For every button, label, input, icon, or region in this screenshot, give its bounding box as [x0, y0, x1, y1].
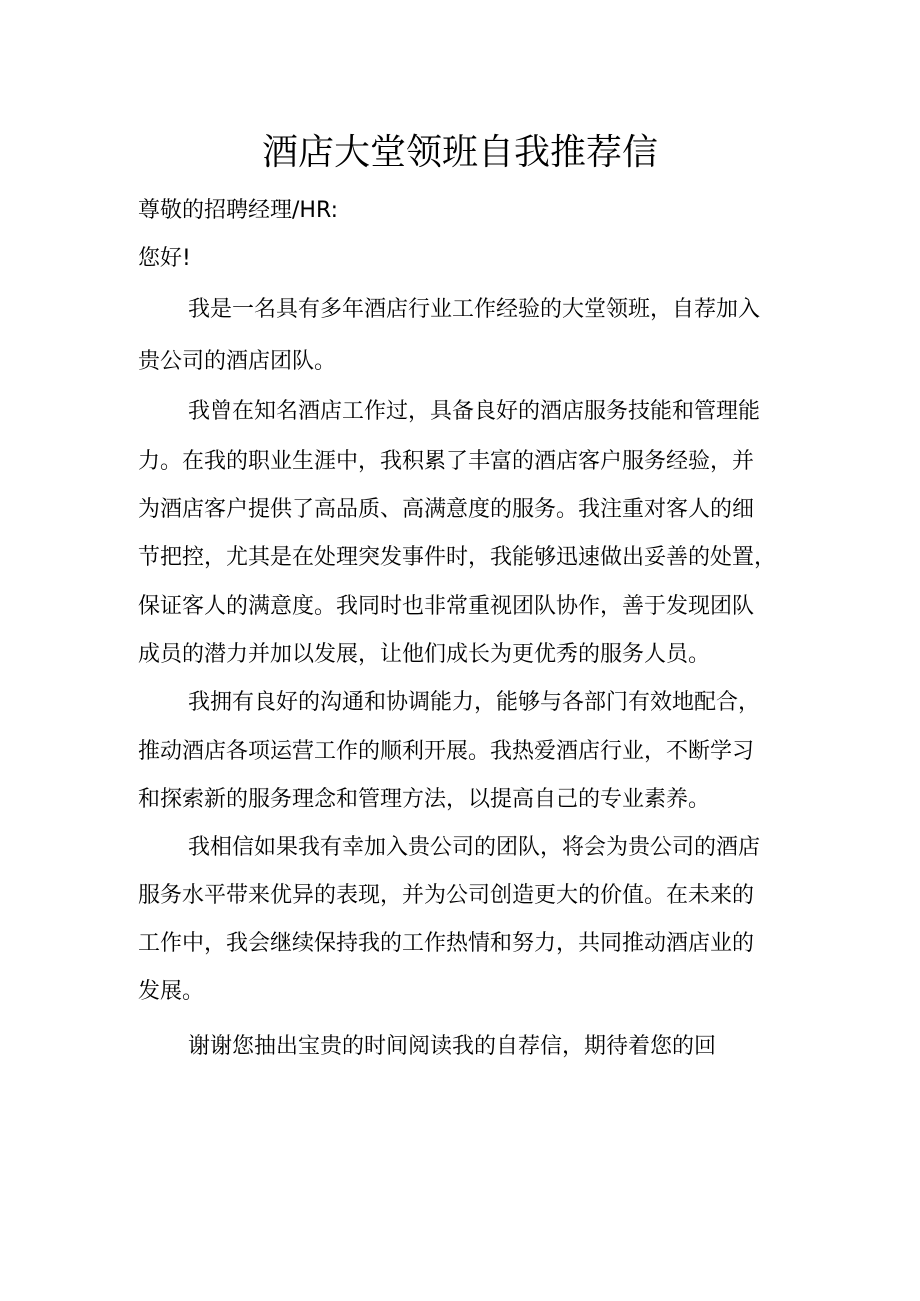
- paragraph-line: 工作中，我会继续保持我的工作热情和努力，共同推动酒店业的: [138, 931, 755, 956]
- paragraph-line: 我相信如果我有幸加入贵公司的团队，将会为贵公司的酒店: [188, 835, 761, 860]
- page-title: 酒店大堂领班自我推荐信: [261, 132, 658, 173]
- paragraph-line: 力。在我的职业生涯中，我积累了丰富的酒店客户服务经验，并: [138, 449, 755, 474]
- salutation: 尊敬的招聘经理/HR:: [138, 198, 338, 223]
- paragraph-line: 我是一名具有多年酒店行业工作经验的大堂领班，自荐加入: [188, 297, 761, 322]
- paragraph-line: 为酒店客户提供了高品质、高满意度的服务。我注重对客人的细: [138, 497, 755, 522]
- paragraph-line: 保证客人的满意度。我同时也非常重视团队协作，善于发现团队: [138, 594, 755, 619]
- paragraph-line: 成员的潜力并加以发展，让他们成长为更优秀的服务人员。: [138, 642, 711, 667]
- paragraph-line: 节把控，尤其是在处理突发事件时，我能够迅速做出妥善的处置，: [138, 545, 777, 570]
- paragraph-line: 和探索新的服务理念和管理方法，以提高自己的专业素养。: [138, 787, 711, 812]
- paragraph-line: 我曾在知名酒店工作过，具备良好的酒店服务技能和管理能: [188, 399, 761, 424]
- paragraph-line: 服务水平带来优异的表现，并为公司创造更大的价值。在未来的: [138, 883, 755, 908]
- paragraph-line: 贵公司的酒店团队。: [138, 349, 337, 374]
- paragraph-line: 我拥有良好的沟通和协调能力，能够与各部门有效地配合，: [188, 690, 761, 715]
- greeting: 您好!: [138, 246, 191, 271]
- paragraph-line: 发展。: [138, 979, 205, 1004]
- paragraph-line: 推动酒店各项运营工作的顺利开展。我热爱酒店行业，不断学习: [138, 739, 755, 764]
- paragraph-line: 谢谢您抽出宝贵的时间阅读我的自荐信，期待着您的回: [188, 1034, 717, 1059]
